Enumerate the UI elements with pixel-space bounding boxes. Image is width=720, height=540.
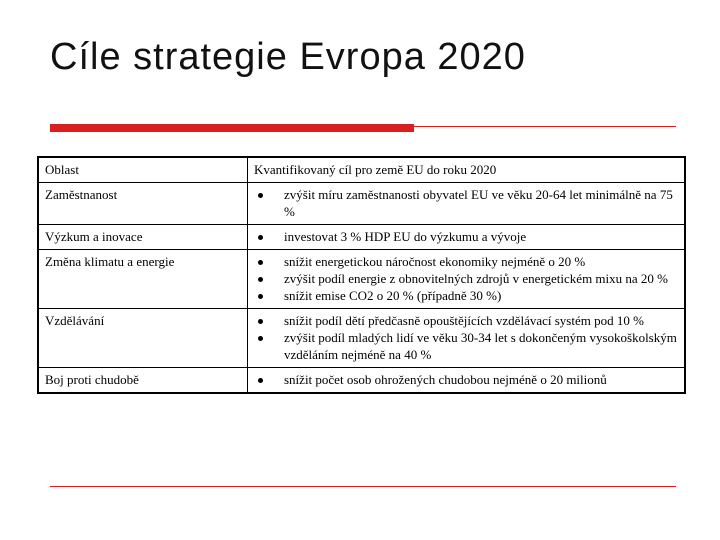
goal-text: snížit emise CO2 o 20 % (případně 30 %)	[284, 288, 502, 303]
goal-item	[254, 228, 678, 245]
title-underline-thin	[414, 126, 676, 127]
goal-text: zvýšit podíl mladých lidí ve věku 30-34 let s dokončeným vysokoškolským vzděláním nejméně na 40 %	[284, 330, 677, 362]
table-header-row	[38, 157, 685, 183]
goal-item	[254, 371, 678, 388]
goal-list	[254, 312, 678, 363]
table-row	[38, 183, 685, 225]
goal-item	[254, 186, 678, 220]
goal-cell	[248, 368, 686, 394]
bullet-icon	[258, 277, 263, 282]
goal-item	[254, 270, 678, 287]
goal-list	[254, 371, 678, 388]
table-row	[38, 250, 685, 309]
goal-item	[254, 287, 678, 304]
area-cell: Zaměstnanost	[38, 183, 248, 225]
table-row	[38, 368, 685, 394]
goal-text: snížit podíl dětí předčasně opouštějících vzdělávací systém pod 10 %	[284, 313, 644, 328]
goal-text: snížit počet osob ohrožených chudobou nejméně o 20 milionů	[284, 372, 607, 387]
area-cell: Boj proti chudobě	[38, 368, 248, 394]
goal-text: investovat 3 % HDP EU do výzkumu a vývoje	[284, 229, 527, 244]
goal-cell	[248, 225, 686, 250]
table-row	[38, 225, 685, 250]
goal-text: snížit energetickou náročnost ekonomiky nejméně o 20 %	[284, 254, 586, 269]
slide-title: Cíle strategie Evropa 2020	[50, 36, 526, 78]
goal-text: zvýšit podíl energie z obnovitelných zdrojů v energetickém mixu na 20 %	[284, 271, 669, 286]
bullet-icon	[258, 235, 263, 240]
goal-cell	[248, 309, 686, 368]
bullet-icon	[258, 319, 263, 324]
table-row	[38, 309, 685, 368]
goal-list	[254, 228, 678, 245]
footer-rule	[50, 486, 676, 487]
area-cell: Vzdělávání	[38, 309, 248, 368]
header-area: Oblast	[38, 157, 248, 183]
bullet-icon	[258, 336, 263, 341]
area-cell: Změna klimatu a energie	[38, 250, 248, 309]
goal-item	[254, 312, 678, 329]
bullet-icon	[258, 294, 263, 299]
goal-text: zvýšit míru zaměstnanosti obyvatel EU ve věku 20-64 let minimálně na 75 %	[284, 187, 673, 219]
goal-cell	[248, 183, 686, 225]
title-underline-thick	[50, 124, 414, 132]
goal-item	[254, 253, 678, 270]
goal-list	[254, 186, 678, 220]
bullet-icon	[258, 260, 263, 265]
goal-item	[254, 329, 678, 363]
bullet-icon	[258, 193, 263, 198]
goal-cell	[248, 250, 686, 309]
goal-list	[254, 253, 678, 304]
area-cell: Výzkum a inovace	[38, 225, 248, 250]
goals-table	[37, 156, 686, 394]
header-goal: Kvantifikovaný cíl pro země EU do roku 2020	[248, 157, 686, 183]
bullet-icon	[258, 378, 263, 383]
